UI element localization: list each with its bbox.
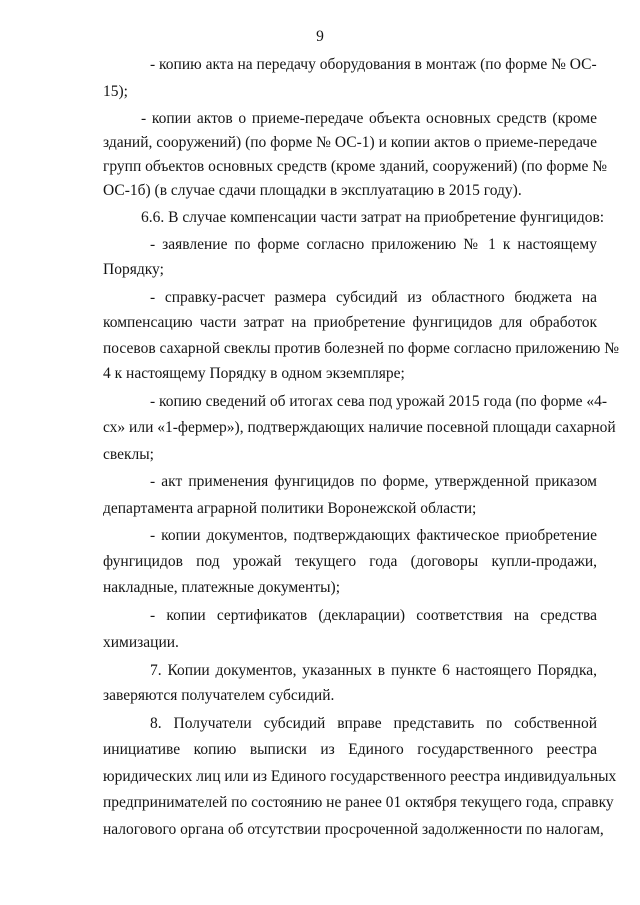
text-line: - справку-расчет размера субсидий из областного бюджета на xyxy=(150,289,597,306)
text-line: фунгицидов под урожай текущего года (договоры купли-продажи, xyxy=(103,553,597,570)
text-line: химизации. xyxy=(103,634,179,651)
text-line: свеклы; xyxy=(103,446,154,463)
text-line: 7. Копии документов, указанных в пункте 6 настоящего Порядка, xyxy=(150,662,597,679)
text-line: 8. Получатели субсидий вправе представить по собственной xyxy=(150,715,597,732)
text-line: накладные, платежные документы); xyxy=(103,579,341,596)
text-line: сх» или «1-фермер»), подтверждающих наличие посевной площади сахарной xyxy=(103,419,616,436)
text-line: компенсацию части затрат на приобретение фунгицидов для обработок xyxy=(103,314,597,331)
text-line: - копии сертификатов (декларации) соответствия на средства xyxy=(150,607,597,624)
text-line: - заявление по форме согласно приложению № 1 к настоящему xyxy=(150,236,597,253)
text-line: 4 к настоящему Порядку в одном экземпляре; xyxy=(103,365,405,382)
text-line: ОС-1б) (в случае сдачи площадки в эксплуатацию в 2015 году). xyxy=(103,182,522,199)
text-line: инициативе копию выписки из Единого государственного реестра xyxy=(103,741,597,758)
text-line: групп объектов основных средств (кроме зданий, сооружений) (по форме № xyxy=(103,158,608,175)
text-line: юридических лиц или из Единого государственного реестра индивидуальных xyxy=(103,768,617,785)
text-line: заверяются получателем субсидий. xyxy=(103,687,335,704)
text-line: - копию сведений об итогах сева под урожай 2015 года (по форме «4- xyxy=(150,393,608,410)
text-line: посевов сахарной свеклы против болезней по форме согласно приложению № xyxy=(103,340,620,357)
text-line: - акт применения фунгицидов по форме, утвержденной приказом xyxy=(150,473,597,490)
text-line: Порядку; xyxy=(103,261,164,278)
text-line: предпринимателей по состоянию не ранее 01 октября текущего года, справку xyxy=(103,794,614,811)
text-line: зданий, сооружений) (по форме № ОС-1) и копии актов о приеме-передаче xyxy=(103,134,597,151)
text-line: департамента аграрной политики Воронежской области; xyxy=(103,500,477,517)
text-line: налогового органа об отсутствии просроченной задолженности по налогам, xyxy=(103,821,604,838)
page-number: 9 xyxy=(316,28,324,45)
text-line: - копии документов, подтверждающих фактическое приобретение xyxy=(150,527,597,544)
text-line: 6.6. В случае компенсации части затрат на приобретение фунгицидов: xyxy=(141,209,605,226)
text-line: - копии актов о приеме-передаче объекта основных средств (кроме xyxy=(141,110,597,127)
text-line: - копию акта на передачу оборудования в монтаж (по форме № ОС- xyxy=(150,56,597,73)
text-line: 15); xyxy=(103,83,128,100)
